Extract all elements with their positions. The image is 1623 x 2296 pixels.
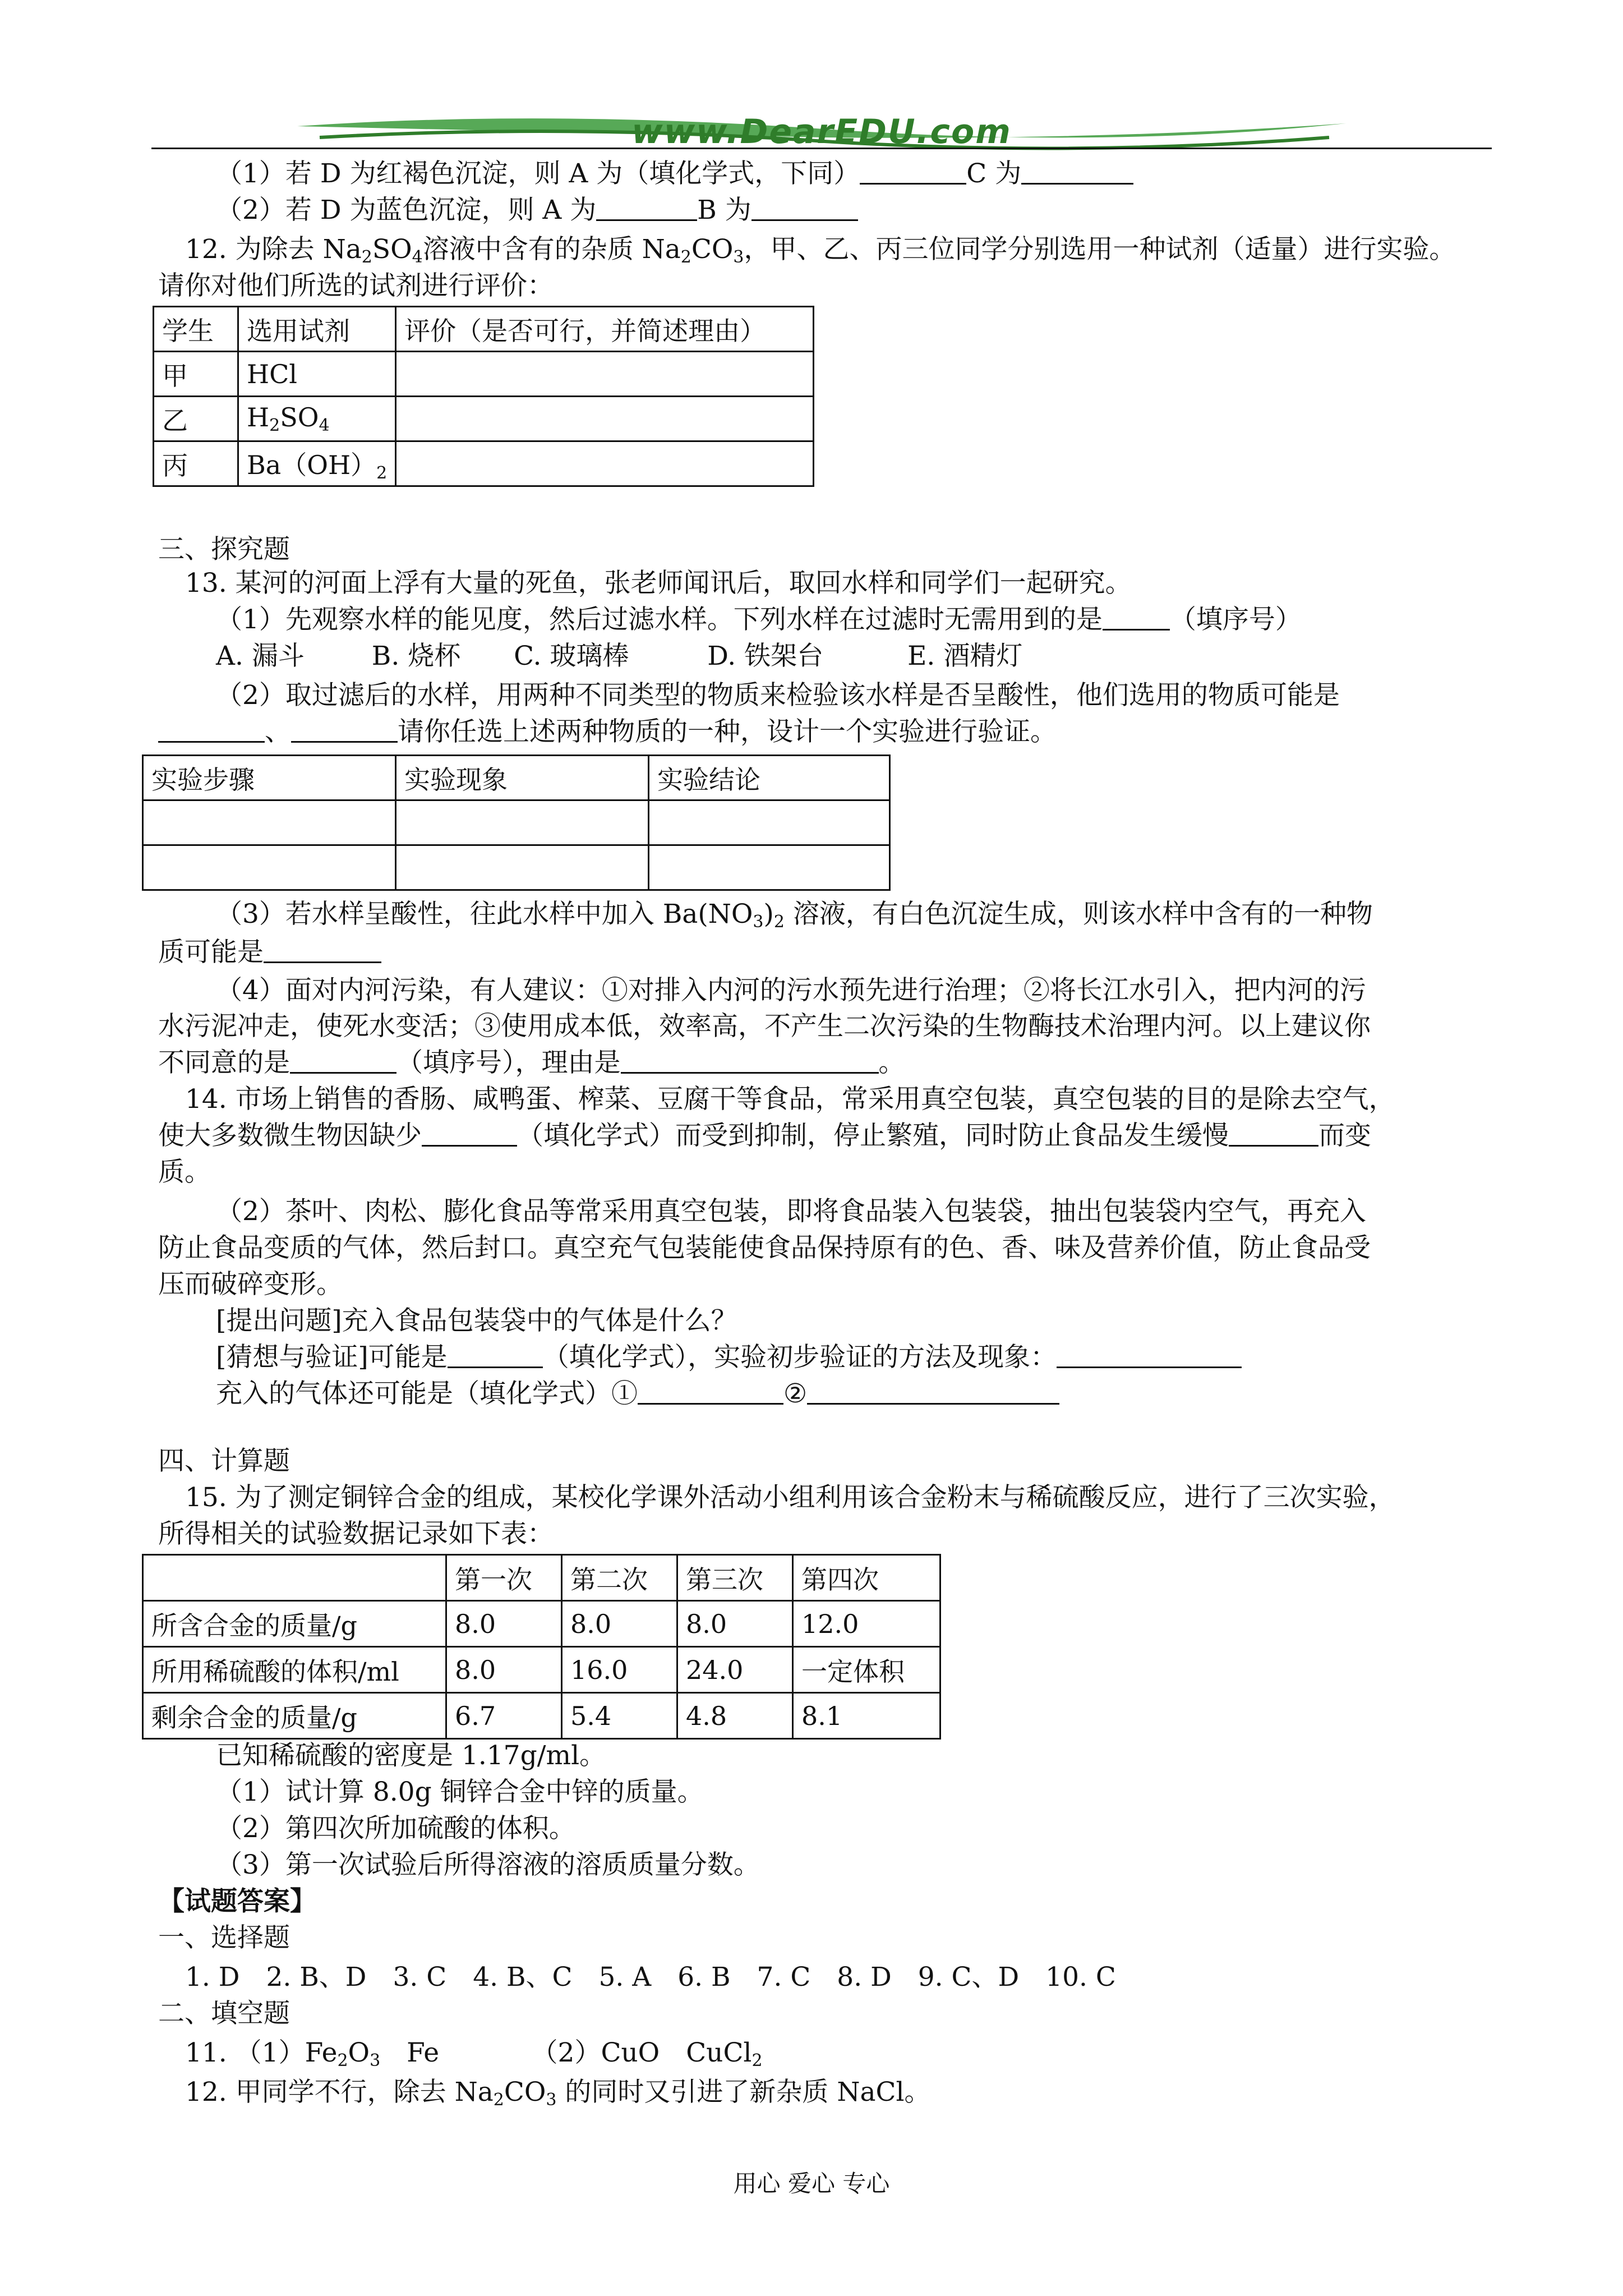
table-cell: 8.0 — [446, 1647, 562, 1693]
table-header-cell: 第四次 — [793, 1555, 940, 1601]
q14-part2: （2）茶叶、肉松、膨化食品等常采用真空包装，即将食品装入包装袋，抽出包装袋内空气，再充入 — [216, 1196, 1366, 1227]
q14-stem-end: 质。 — [158, 1157, 211, 1188]
evaluation-cell[interactable] — [396, 441, 814, 486]
table-row — [154, 397, 814, 441]
q11-part2: （2）若 D 为蓝色沉淀，则 A 为 B 为 — [216, 194, 858, 227]
reagent-cell: HCl — [238, 352, 396, 397]
table-cell: 16.0 — [562, 1647, 677, 1693]
student-cell: 甲 — [154, 352, 238, 397]
table-cell[interactable] — [396, 800, 649, 845]
row-label-cell: 剩余合金的质量/g — [143, 1693, 446, 1739]
row-label-cell: 所用稀硫酸的体积/ml — [143, 1647, 446, 1693]
answer-blank[interactable] — [860, 160, 966, 185]
experiment-table — [142, 754, 891, 891]
q15-stem-cont: 所得相关的试验数据记录如下表： — [158, 1519, 554, 1549]
q12-stem-2: 请你对他们所选的试剂进行评价： — [158, 270, 554, 301]
q13-intro: 13. 某河的河面上浮有大量的死鱼，张老师闻讯后，取回水样和同学们一起研究。 — [185, 568, 1132, 599]
table-cell[interactable] — [396, 845, 649, 890]
reagent-cell: $Ba(OH)_2$ — [238, 441, 396, 486]
reagent-cell: $H_2SO_4$ — [238, 397, 396, 441]
table-cell[interactable] — [143, 800, 396, 845]
q15-ask3: （3）第一次试验后所得溶液的溶质质量分数。 — [216, 1849, 760, 1880]
q13-part4-cont: 水污泥冲走，使死水变活；③使用成本低，效率高，不产生二次污染的生物酶技术治理内河。以上建议你 — [158, 1011, 1371, 1042]
table-cell: 24.0 — [677, 1647, 793, 1693]
q13-part4-end: 不同意的是 （填序号），理由是 。 — [158, 1047, 905, 1078]
q15-ask1: （1）试计算 8.0g 铜锌合金中锌的质量。 — [216, 1777, 704, 1807]
table-cell[interactable] — [143, 845, 396, 890]
q14-guess: [猜想与验证]可能是 （填化学式），实验初步验证的方法及现象： — [216, 1341, 1242, 1374]
answers-title: 【试题答案】 — [158, 1886, 316, 1917]
header-divider — [151, 148, 1492, 149]
table-header-cell: 学生 — [154, 307, 238, 352]
answer-blank[interactable] — [448, 1344, 543, 1368]
q15-ask2: （2）第四次所加硫酸的体积。 — [216, 1813, 575, 1844]
option-d: D. 铁架台 — [707, 641, 824, 671]
q15-data-table — [142, 1554, 941, 1740]
answer-blank[interactable] — [291, 719, 398, 743]
answer-blank[interactable] — [1057, 1344, 1242, 1368]
table-header-cell: 实验现象 — [396, 756, 649, 800]
answer-blank[interactable] — [638, 1381, 783, 1405]
answers-choice-line: 1. D 2. B、D 3. C 4. B、C 5. A 6. B 7. C 8. D 9. C、D 10. C — [185, 1962, 1116, 1993]
answer-blank[interactable] — [422, 1122, 517, 1147]
section-title: 三、探究题 — [158, 534, 290, 565]
row-label-cell: 所含合金的质量/g — [143, 1601, 446, 1647]
q11-part1: （1）若 D 为红褐色沉淀，则 A 为（填化学式，下同） C 为 — [216, 157, 1133, 191]
answer-blank[interactable] — [621, 1050, 879, 1074]
q13-part4: （4）面对内河污染，有人建议：①对排入内河的污水预先进行治理；②将长江水引入，把内河的污 — [216, 975, 1366, 1006]
table-cell: 8.0 — [677, 1601, 793, 1647]
table-header-row — [154, 307, 814, 352]
answers-section-fill: 二、填空题 — [158, 1998, 290, 2029]
option-a: A. 漏斗 — [216, 641, 305, 671]
q12-table — [153, 306, 814, 487]
evaluation-cell[interactable] — [396, 352, 814, 397]
table-cell: 8.0 — [446, 1601, 562, 1647]
section-title: 四、计算题 — [158, 1446, 290, 1476]
table-row — [143, 1601, 940, 1647]
q15-density: 已知稀硫酸的密度是 1.17g/ml。 — [216, 1740, 606, 1771]
q13-part1: （1）先观察水样的能见度，然后过滤水样。下列水样在过滤时无需用到的是 （填序号） — [216, 604, 1302, 635]
table-cell: 4.8 — [677, 1693, 793, 1739]
q14-question: [提出问题]充入食品包装袋中的气体是什么？ — [216, 1305, 737, 1336]
page-footer: 用心 爱心 专心 — [733, 2170, 890, 2197]
table-cell[interactable] — [649, 800, 890, 845]
table-row — [143, 1647, 940, 1693]
q14-stem: 14. 市场上销售的香肠、咸鸭蛋、榨菜、豆腐干等食品，常采用真空包装，真空包装的目的是除去空气， — [185, 1084, 1395, 1115]
answer-blank[interactable] — [158, 719, 265, 743]
answer-blank[interactable] — [807, 1381, 1059, 1405]
q14-part2-end: 压而破碎变形。 — [158, 1269, 343, 1300]
table-header-cell: 评价（是否可行，并简述理由） — [396, 307, 814, 352]
table-row — [143, 845, 890, 890]
table-header-cell — [143, 1555, 446, 1601]
q14-part2-cont: 防止食品变质的气体，然后封口。真空充气包装能使食品保持原有的色、香、味及营养价值，防止食品受 — [158, 1232, 1371, 1263]
answers-section-choice: 一、选择题 — [158, 1922, 290, 1953]
answer-blank[interactable] — [1021, 160, 1133, 185]
option-e: E. 酒精灯 — [907, 641, 1023, 671]
table-cell: 6.7 — [446, 1693, 562, 1739]
answer-blank[interactable] — [1229, 1122, 1318, 1147]
table-header-row — [143, 756, 890, 800]
answer-blank[interactable] — [596, 197, 697, 221]
table-row — [154, 352, 814, 397]
option-b: B. 烧杯 — [371, 641, 461, 671]
q13-part2: （2）取过滤后的水样，用两种不同类型的物质来检验该水样是否呈酸性，他们选用的物质可能是 — [216, 680, 1340, 711]
q13-options — [216, 639, 1022, 673]
table-cell: 8.0 — [562, 1601, 677, 1647]
table-cell[interactable] — [649, 845, 890, 890]
site-logo-text[interactable]: www.DearEDU.com — [631, 112, 1012, 151]
q14-other-gas: 充入的气体还可能是（填化学式）① ② — [216, 1377, 1059, 1411]
table-cell: 12.0 — [793, 1601, 940, 1647]
option-c: C. 玻璃棒 — [514, 641, 629, 671]
answer-blank[interactable] — [290, 1050, 396, 1074]
table-cell: 8.1 — [793, 1693, 940, 1739]
q13-part3-cont: 质可能是 — [158, 936, 381, 969]
answer-blank[interactable] — [1103, 606, 1170, 631]
table-row — [143, 800, 890, 845]
table-header-cell: 实验步骤 — [143, 756, 396, 800]
q13-part3: （3）若水样呈酸性，往此水样中加入 $Ba(NO_3)_2$ 溶液，有白色沉淀生成，则该水样中含有的一种物 — [216, 899, 1373, 932]
q15-stem: 15. 为了测定铜锌合金的组成，某校化学课外活动小组利用该合金粉末与稀硫酸反应，进行了三次实验， — [185, 1482, 1395, 1513]
q13-part2-cont: 、 请你任选上述两种物质的一种，设计一个实验进行验证。 — [158, 715, 1057, 749]
q12-stem: 12. 为除去 $Na_2SO_4$溶液中含有的杂质 $Na_2CO_3$，甲、乙、丙三位同学分别选用一种试剂（适量）进行实验。 — [185, 234, 1456, 267]
site-header — [151, 107, 1492, 157]
q14-stem-cont: 使大多数微生物因缺少 （填化学式）而受到抑制，停止繁殖，同时防止食品发生缓慢 而变 — [158, 1120, 1371, 1151]
table-header-cell: 选用试剂 — [238, 307, 396, 352]
table-cell: 5.4 — [562, 1693, 677, 1739]
answer-11: 11. $(1)Fe_2O_3$ Fe （2）CuO CuCl$_2$ — [185, 2037, 763, 2070]
student-cell: 丙 — [154, 441, 238, 486]
answer-blank[interactable] — [751, 197, 858, 221]
table-header-cell: 第二次 — [562, 1555, 677, 1601]
table-row — [143, 1693, 940, 1739]
answer-blank[interactable] — [264, 939, 381, 963]
answer-12: 12. 甲同学不行，除去 $Na_2CO_3$ 的同时又引进了新杂质 NaCl。 — [185, 2077, 931, 2110]
table-row — [154, 441, 814, 486]
table-header-cell: 第一次 — [446, 1555, 562, 1601]
table-header-cell: 第三次 — [677, 1555, 793, 1601]
student-cell: 乙 — [154, 397, 238, 441]
table-cell: 一定体积 — [793, 1647, 940, 1693]
evaluation-cell[interactable] — [396, 397, 814, 441]
table-header-row — [143, 1555, 940, 1601]
table-header-cell: 实验结论 — [649, 756, 890, 800]
